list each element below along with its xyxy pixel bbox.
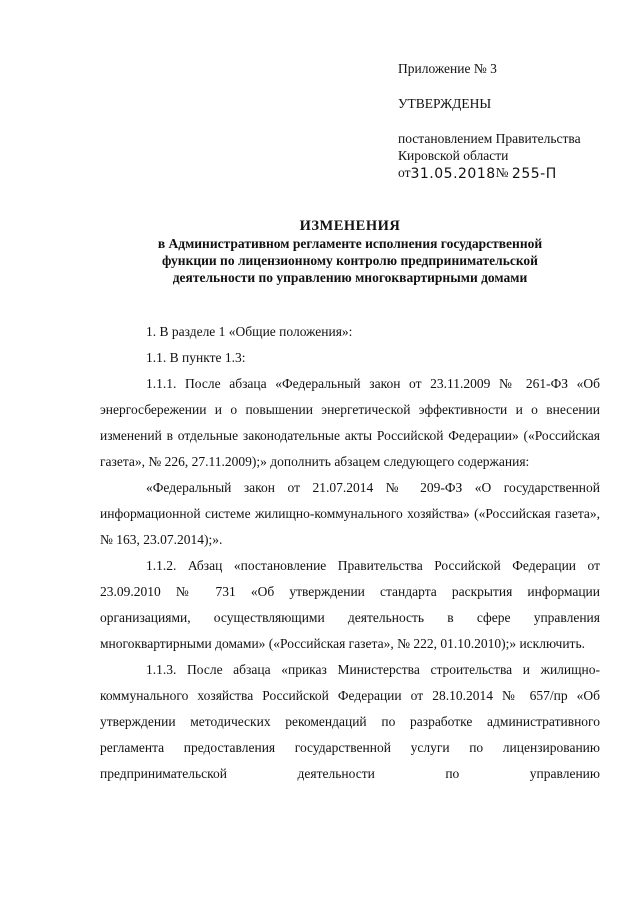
handwritten-date: 31.05.2018 (410, 166, 496, 182)
title-line-1: в Административном регламенте исполнения государственной (157, 236, 543, 251)
handwritten-number: 255-П (511, 166, 557, 182)
number-prefix: № (495, 165, 509, 180)
document-body (100, 319, 600, 787)
date-prefix: от (398, 165, 411, 180)
approval-date-line (398, 164, 628, 183)
approval-block (398, 60, 628, 183)
paragraph-5: 1.1.2. Абзац «постановление Правительства Российской Федерации от 23.09.2010 № 731 «Об утверждении стандарта раскрытия информации организациями, осуществляющими деятельность в сфере управления многоквартирными домами» («Российская газета», № 222, 01.10.2010);» исключить. (100, 558, 600, 651)
approved-by-line1: постановлением Правительства (398, 131, 581, 146)
paragraph-4: «Федеральный закон от 21.07.2014 № 209-ФЗ «О государственной информационной системе жилищно-коммунального хозяйства» («Российская газета», № 163, 23.07.2014);». (100, 480, 600, 547)
appendix-label: Приложение № 3 (398, 61, 497, 76)
approved-label: УТВЕРЖДЕНЫ (398, 96, 492, 111)
approved-by-line2: Кировской области (398, 148, 509, 163)
paragraph-1: 1. В разделе 1 «Общие положения»: (146, 324, 353, 339)
title-line-3: деятельности по управлению многоквартирными домами (172, 270, 528, 285)
paragraph-3: 1.1.1. После абзаца «Федеральный закон от 23.11.2009 № 261-ФЗ «Об энергосбережении и о повышении энергетической эффективности и о внесении изменений в отдельные законодательные акты Российской Федерации» («Российская газета», № 226, 27.11.2009);» дополнить абзацем следующего содержания: (100, 376, 600, 469)
paragraph-6: 1.1.3. После абзаца «приказ Министерства строительства и жилищно-коммунального хозяйства Российской Федерации от 28.10.2014 № 657/пр «Об утверждении методических рекомендаций по разработке административного регламента предоставления государственной услуги по лицензированию предпринимательской деятельности по управлению (100, 662, 600, 781)
title-line-2: функции по лицензионному контролю предпринимательской (162, 253, 538, 268)
document-title: ИЗМЕНЕНИЯ (299, 218, 401, 234)
document-title-block (100, 218, 600, 286)
paragraph-2: 1.1. В пункте 1.3: (146, 350, 246, 365)
